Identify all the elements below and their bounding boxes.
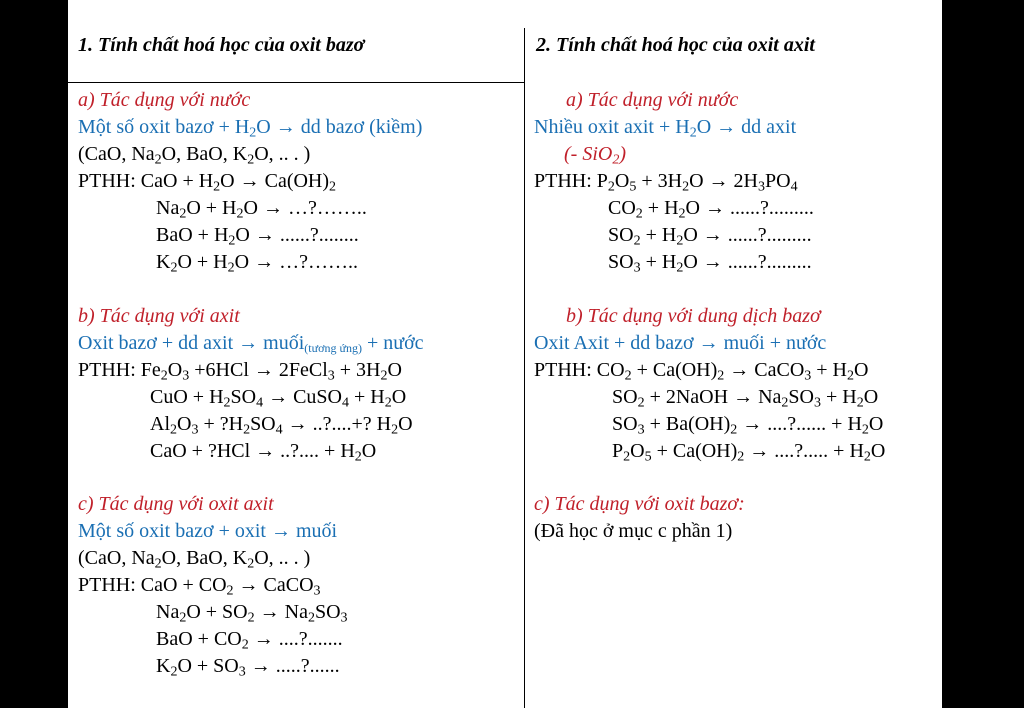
left-a-rule: Một số oxit bazơ + $H_2O$ → dd bazơ (kiềm) bbox=[78, 116, 423, 141]
left-b-eq-2: CuO + $H_2SO_4$ → CuSO$_4$ + $H_2O$ bbox=[150, 386, 407, 411]
column-divider bbox=[524, 28, 525, 708]
left-a-eq-4: $K_2O + H_2O$ → …?…….. bbox=[156, 251, 358, 276]
right-a-note: (- SiO$_2$) bbox=[564, 143, 626, 168]
right-a-eq-4: $SO_3 + H_2O$ → ......?......... bbox=[608, 251, 812, 276]
right-a-eq-2: $CO_2 + H_2O$ → ......?......... bbox=[608, 197, 814, 222]
left-b-eq-3: $Al_2O_3$ + $?H_2SO_4$ → ..?....+? $H_2O$ bbox=[150, 413, 413, 438]
right-b-title: b) Tác dụng với dung dịch bazơ bbox=[566, 305, 821, 327]
left-a-title: a) Tác dụng với nước bbox=[78, 89, 251, 111]
right-a-eq-1: PTHH: $P_2O_5 + 3H_2O \to 2H_3PO_4$ bbox=[534, 170, 798, 195]
right-b-eq-3: $SO_3 + Ba(OH)_2$ → ....?...... + $H_2O$ bbox=[612, 413, 884, 438]
header-divider bbox=[68, 82, 524, 83]
left-c-rule: Một số oxit bazơ + oxit → muối bbox=[78, 520, 338, 542]
left-b-eq-4: CaO + ?HCl → ..?.... + $H_2O$ bbox=[150, 440, 377, 465]
left-a-examples: (CaO, $Na_2O$, BaO, $K_2O$, .. . ) bbox=[78, 143, 311, 168]
right-a-eq-3: $SO_2 + H_2O$ → ......?......... bbox=[608, 224, 812, 249]
right-c-title: c) Tác dụng với oxit bazơ: bbox=[534, 493, 745, 515]
left-c-eq-4: $K_2O + SO_3$ → .....?...... bbox=[156, 655, 340, 680]
right-b-eq-4: $P_2O_5 + Ca(OH)_2$ → ....?..... + $H_2O$ bbox=[612, 440, 886, 465]
right-heading: 2. Tính chất hoá học của oxit axit bbox=[536, 34, 815, 56]
right-b-eq-1: PTHH: $CO_2 + Ca(OH)_2$ → CaCO$_3$ + $H_2O$ bbox=[534, 359, 869, 384]
right-a-title: a) Tác dụng với nước bbox=[566, 89, 739, 111]
left-c-eq-3: BaO + $CO_2$ → ....?....... bbox=[156, 628, 343, 653]
left-a-eq-2: $Na_2O + H_2O$ → …?…….. bbox=[156, 197, 367, 222]
left-c-examples: (CaO, $Na_2O$, BaO, $K_2O$, .. . ) bbox=[78, 547, 311, 572]
left-a-eq-3: BaO + $H_2O$ → ......?........ bbox=[156, 224, 359, 249]
left-heading: 1. Tính chất hoá học của oxit bazơ bbox=[78, 34, 365, 56]
left-b-eq-1: PTHH: $Fe_2O_3 +6HCl$ → 2FeCl$_3$ + $3H_2O$ bbox=[78, 359, 402, 384]
right-a-rule: Nhiều oxit axit + $H_2O$ → dd axit bbox=[534, 116, 797, 141]
left-c-title: c) Tác dụng với oxit axit bbox=[78, 493, 274, 515]
right-b-rule: Oxit Axit + dd bazơ → muối + nước bbox=[534, 332, 827, 354]
right-b-eq-2: $SO_2$ + 2NaOH → $Na_2SO_3 + H_2O$ bbox=[612, 386, 879, 411]
worksheet-page bbox=[68, 0, 942, 708]
right-c-note: (Đã học ở mục c phần 1) bbox=[534, 520, 733, 542]
left-b-title: b) Tác dụng với axit bbox=[78, 305, 240, 327]
left-c-eq-1: PTHH: CaO + $CO_2$ → CaCO$_3$ bbox=[78, 574, 321, 599]
left-b-rule: Oxit bazơ + dd axit → muối$_{(tương ứng)}$ + nước bbox=[78, 332, 424, 355]
left-a-eq-1: PTHH: CaO + $H_2O \to Ca(OH)_2$ bbox=[78, 170, 337, 195]
left-c-eq-2: $Na_2O + SO_2 \to Na_2SO_3$ bbox=[156, 601, 348, 626]
